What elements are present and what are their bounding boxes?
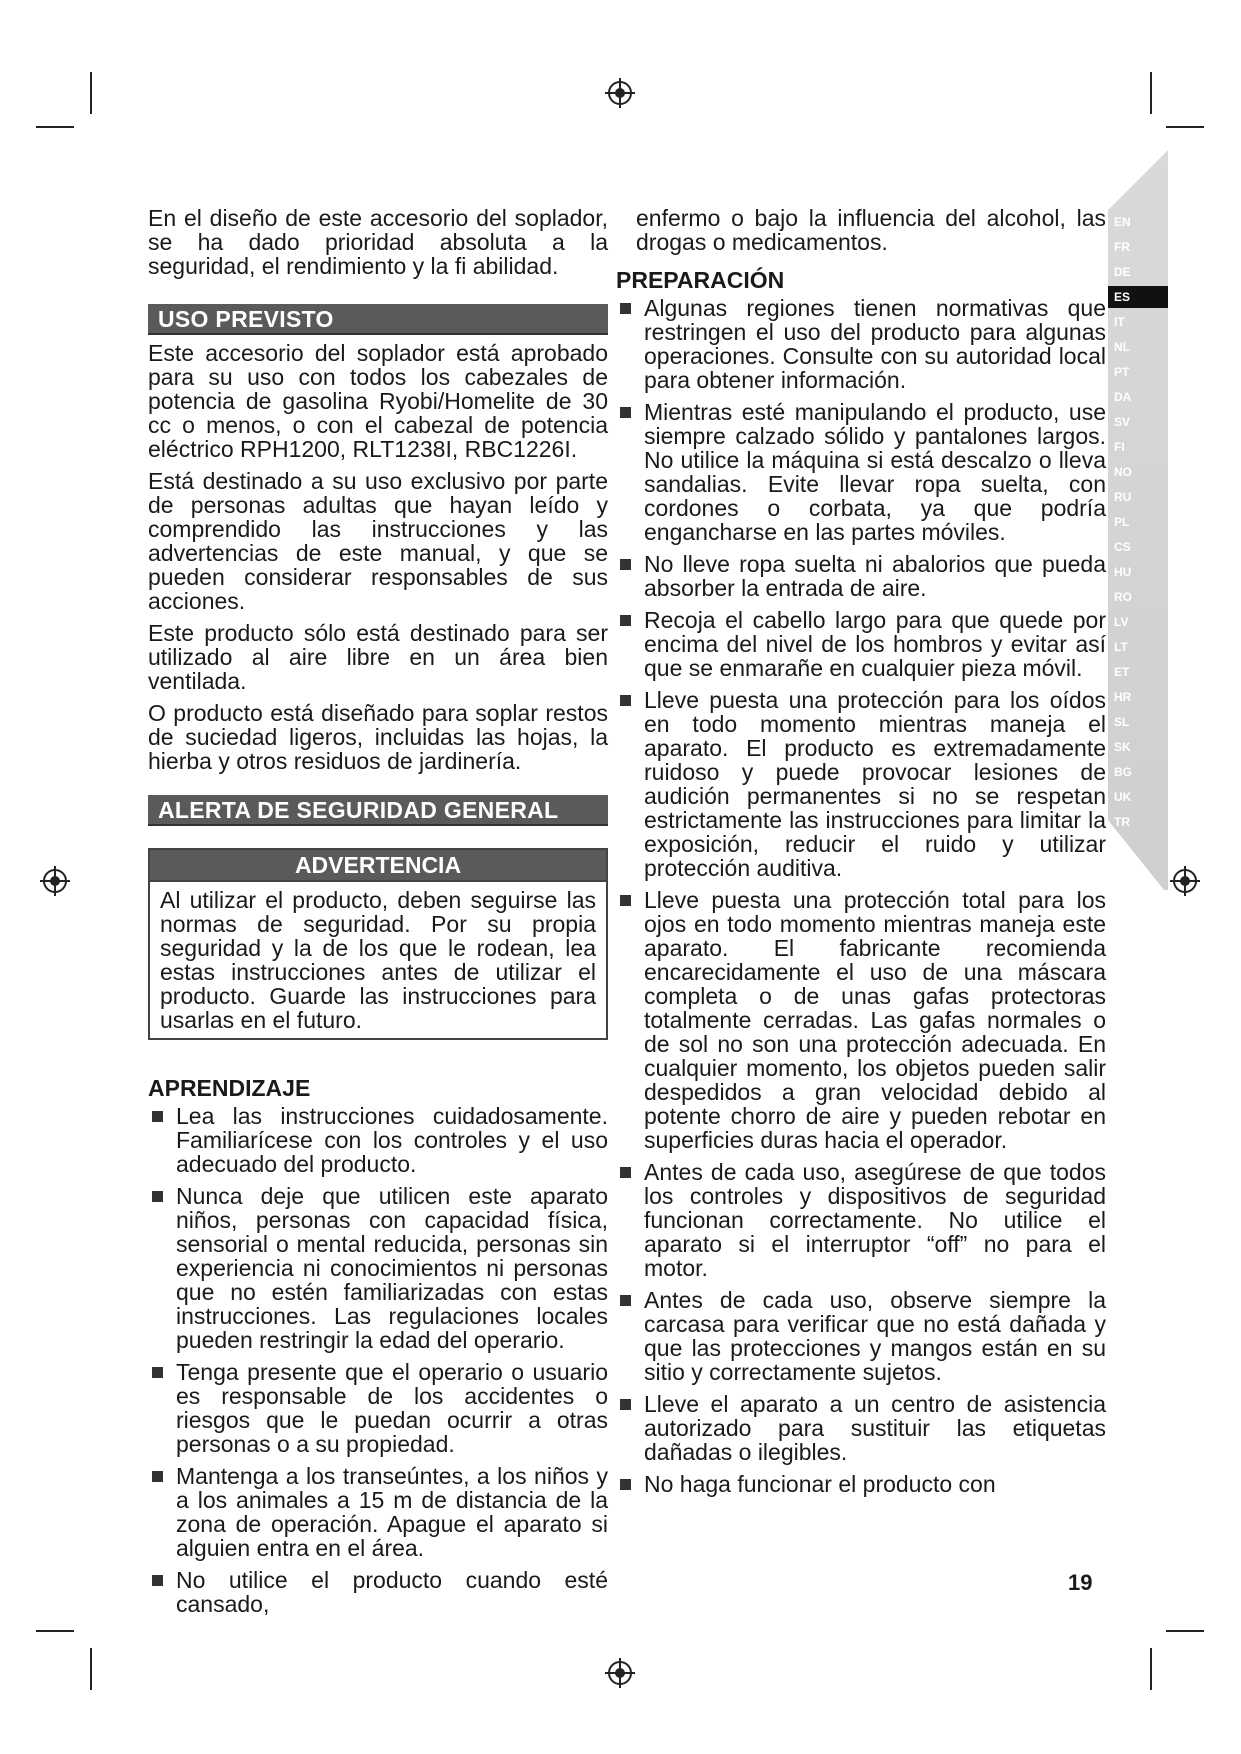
preparacion-heading: PREPARACIÓN — [616, 267, 785, 293]
list-item-text: No utilice el producto cuando esté cansado, — [176, 1567, 608, 1617]
right-column — [616, 205, 1106, 1504]
list-item — [176, 1360, 608, 1456]
language-tab-lt[interactable]: LT — [1114, 640, 1128, 654]
language-tab-fr[interactable]: FR — [1114, 240, 1130, 254]
registration-mark-icon — [605, 78, 635, 108]
list-item — [644, 1160, 1106, 1280]
language-tab-en[interactable]: EN — [1114, 215, 1131, 229]
bullet-icon — [620, 615, 631, 626]
list-item-text: Lea las instrucciones cuidadosamente. Familiarícese con los controles y el uso adecuado del producto. — [176, 1103, 608, 1177]
registration-mark-icon — [1170, 866, 1200, 896]
list-item-text: No haga funcionar el producto con — [644, 1471, 996, 1497]
list-item — [644, 688, 1106, 880]
aprendizaje-list — [148, 1104, 608, 1616]
bullet-icon — [620, 895, 631, 906]
registration-mark-icon — [40, 866, 70, 896]
uso-paragraph: Está destinado a su uso exclusivo por parte de personas adultas que hayan leído y comprendido las instrucciones y las advertencias de este manual, y que se pueden considerar responsables de sus acciones. — [148, 468, 608, 614]
bullet-icon — [152, 1575, 163, 1586]
list-item-text: Lleve puesta una protección para los oídos en todo momento mientras maneja el aparato. El producto es extremadamente ruidoso y puede provocar lesiones de audición permanentes si no se respetan estrictamente las instrucciones para limitar la exposición, reducir el ruido y utilizar protección auditiva. — [644, 687, 1106, 881]
bullet-icon — [620, 559, 631, 570]
list-item — [644, 552, 1106, 600]
language-tab-it[interactable]: IT — [1114, 315, 1125, 329]
list-item-text: Antes de cada uso, observe siempre la carcasa para verificar que no está dañada y que las protecciones y mangos están en su sitio y correctamente sujetos. — [644, 1287, 1106, 1385]
registration-mark-icon — [605, 1658, 635, 1688]
crop-mark — [90, 72, 92, 114]
language-tab-fi[interactable]: FI — [1114, 440, 1125, 454]
list-item-text: Antes de cada uso, asegúrese de que todos los controles y dispositivos de seguridad funcionan correctamente. No utilice el aparato si el interruptor “off” no para el motor. — [644, 1159, 1106, 1281]
bullet-icon — [620, 695, 631, 706]
list-item — [644, 1392, 1106, 1464]
list-item — [644, 400, 1106, 544]
list-item-text: Lleve puesta una protección total para los ojos en todo momento mientras maneja este aparato. El fabricante recomienda encarecidamente el uso de una máscara completa o de unas gafas protectoras totalmente cerradas. Las gafas normales o de sol no son una protección adecuada. En cualquier momento, los objetos pueden salir despedidos a gran velocidad debido al potente chorro de aire y pueden rebotar en superficies duras hacia el operador. — [644, 887, 1106, 1153]
list-item-text: No lleve ropa suelta ni abalorios que pueda absorber la entrada de aire. — [644, 551, 1106, 601]
warning-box — [148, 848, 608, 1040]
page-number: 19 — [1068, 1570, 1093, 1595]
list-item — [644, 1288, 1106, 1384]
left-column — [148, 206, 608, 1624]
preparacion-list — [616, 296, 1106, 1496]
bullet-icon — [620, 1479, 631, 1490]
language-tab-cs[interactable]: CS — [1114, 540, 1131, 554]
list-item — [176, 1104, 608, 1176]
language-tab-hr[interactable]: HR — [1114, 690, 1132, 704]
bullet-icon — [152, 1367, 163, 1378]
list-item — [176, 1464, 608, 1560]
uso-paragraph: Este accesorio del soplador está aprobado para su uso con todos los cabezales de potencia de gasolina Ryobi/Homelite de 30 cc o menos, o con el cabezal de potencia eléctrico RPH1200, RLT1238I, RBC1226I. — [148, 340, 608, 462]
list-item-text: Recoja el cabello largo para que quede por encima del nivel de los hombros y evitar así que se enmarañe en cualquier pieza móvil. — [644, 607, 1106, 681]
list-item-text: Mientras esté manipulando el producto, use siempre calzado sólido y pantalones largos. No utilice la máquina si está descalzo o lleva sandalias. Evite llevar ropa suelta, con cordones o corbata, ya que podría engancharse en las partes móviles. — [644, 399, 1106, 545]
language-tab-de[interactable]: DE — [1114, 265, 1131, 279]
language-tab-sl[interactable]: SL — [1114, 715, 1130, 729]
list-item-text: Tenga presente que el operario o usuario es responsable de los accidentes o riesgos que le puedan ocurrir a otras personas o a su propiedad. — [176, 1359, 608, 1457]
list-item — [644, 888, 1106, 1152]
language-tab-da[interactable]: DA — [1114, 390, 1132, 404]
language-tab-es[interactable]: ES — [1108, 286, 1168, 308]
language-tab-hu[interactable]: HU — [1114, 565, 1132, 579]
crop-mark — [1166, 126, 1204, 128]
language-tab-uk[interactable]: UK — [1114, 790, 1132, 804]
bullet-icon — [152, 1191, 163, 1202]
language-tab-pl[interactable]: PL — [1114, 515, 1130, 529]
aprendizaje-heading: APRENDIZAJE — [148, 1075, 311, 1101]
crop-mark — [36, 1630, 74, 1632]
bullet-icon — [620, 1399, 631, 1410]
warning-text: Al utilizar el producto, deben seguirse las normas de seguridad. Por su propia seguridad y la de los que le rodean, lea estas instrucciones antes de utilizar el producto. Guarde las instrucciones para usarlas en el futuro. — [160, 887, 596, 1033]
right-intro-text: enfermo o bajo la influencia del alcohol, las drogas o medicamentos. — [636, 205, 1106, 255]
intro-text: En el diseño de este accesorio del soplador, se ha dado prioridad absoluta a la seguridad, el rendimiento y la fi abilidad. — [148, 205, 608, 279]
bullet-icon — [620, 407, 631, 418]
list-item — [644, 296, 1106, 392]
bullet-icon — [152, 1471, 163, 1482]
list-item — [176, 1568, 608, 1616]
language-tab-sk[interactable]: SK — [1114, 740, 1131, 754]
list-item-text: Nunca deje que utilicen este aparato niños, personas con capacidad física, sensorial o mental reducida, personas sin experiencia ni conocimientos ni personas que no estén familiarizadas con estas instrucciones. Las regulaciones locales pueden restringir la edad del operario. — [176, 1183, 608, 1353]
uso-paragraph: O producto está diseñado para soplar restos de suciedad ligeros, incluidas las hojas, la hierba y otros residuos de jardinería. — [148, 700, 608, 774]
crop-mark — [90, 1648, 92, 1690]
language-tab-bg[interactable]: BG — [1114, 765, 1132, 779]
list-item — [644, 1472, 1106, 1496]
language-tab-lv[interactable]: LV — [1114, 615, 1129, 629]
uso-paragraph: Este producto sólo está destinado para ser utilizado al aire libre en un área bien ventilada. — [148, 620, 608, 694]
bullet-icon — [620, 1167, 631, 1178]
language-tab-et[interactable]: ET — [1114, 665, 1130, 679]
crop-mark — [1150, 1648, 1152, 1690]
bullet-icon — [152, 1111, 163, 1122]
bullet-icon — [620, 303, 631, 314]
list-item-text: Lleve el aparato a un centro de asistencia autorizado para sustituir las etiquetas dañadas o ilegibles. — [644, 1391, 1106, 1465]
uso-previsto-heading: USO PREVISTO — [148, 304, 608, 335]
crop-mark — [1150, 72, 1152, 114]
list-item-text: Algunas regiones tienen normativas que restringen el uso del producto para algunas operaciones. Consulte con su autoridad local para obtener información. — [644, 295, 1106, 393]
language-tab-ro[interactable]: RO — [1114, 590, 1132, 604]
language-tab-sv[interactable]: SV — [1114, 415, 1131, 429]
crop-mark — [36, 126, 74, 128]
language-tab-pt[interactable]: PT — [1114, 365, 1130, 379]
language-tab-tr[interactable]: TR — [1114, 815, 1130, 829]
alerta-heading: ALERTA DE SEGURIDAD GENERAL — [148, 795, 608, 826]
bullet-icon — [620, 1295, 631, 1306]
language-tab-nl[interactable]: NL — [1114, 340, 1130, 354]
language-tab-no[interactable]: NO — [1114, 465, 1132, 479]
language-tab-ru[interactable]: RU — [1114, 490, 1132, 504]
crop-mark — [1166, 1630, 1204, 1632]
list-item — [644, 608, 1106, 680]
warning-title: ADVERTENCIA — [150, 850, 606, 882]
list-item — [176, 1184, 608, 1352]
list-item-text: Mantenga a los transeúntes, a los niños y a los animales a 15 m de distancia de la zona de operación. Apague el aparato si alguien entra en el área. — [176, 1463, 608, 1561]
